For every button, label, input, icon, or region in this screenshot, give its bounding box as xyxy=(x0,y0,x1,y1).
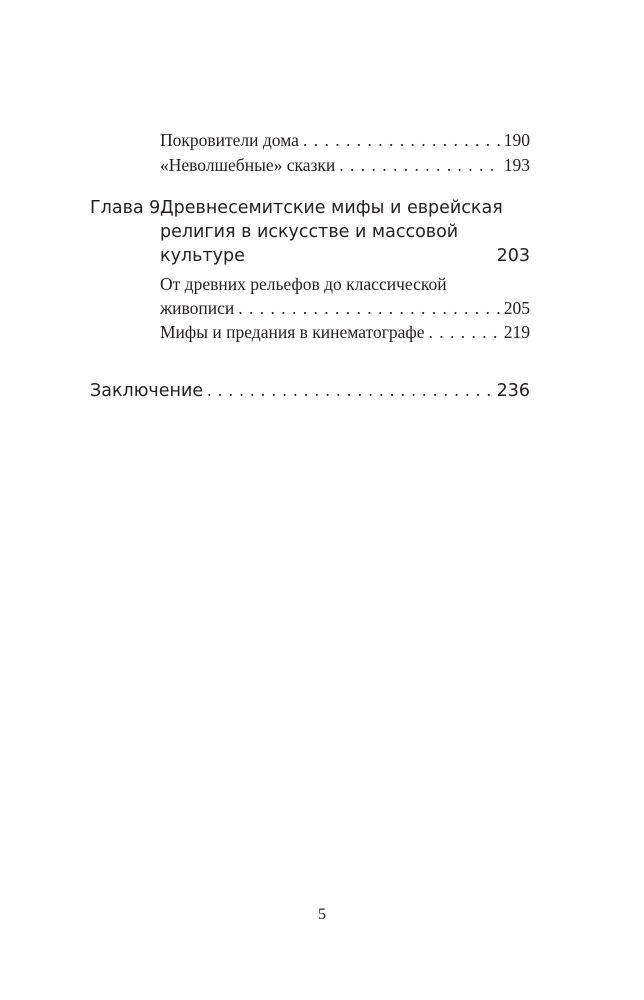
toc-entry xyxy=(160,153,530,177)
toc-leader-dots xyxy=(429,320,500,344)
toc-page-number: 193 xyxy=(503,155,530,175)
toc-entry xyxy=(160,272,530,320)
chapter-title-line: религия в искусстве и массовой xyxy=(160,222,459,242)
toc-entry-title: «Неволшебные» сказки xyxy=(160,155,336,175)
chapter-title-line: культуре xyxy=(160,246,245,266)
toc-conclusion xyxy=(90,378,530,403)
chapter-title-line: Древнесемитские мифы и еврейская xyxy=(160,198,503,218)
toc-entry xyxy=(160,320,530,344)
toc-entry-title: Покровители дома xyxy=(160,130,299,150)
toc-leader-dots xyxy=(339,153,499,177)
toc-leader-dots xyxy=(238,296,500,320)
toc-chapter-heading xyxy=(90,196,530,268)
toc-leader-dots xyxy=(207,378,492,402)
toc-entry-title: Мифы и предания в кинематографе xyxy=(160,322,425,342)
page-number: 5 xyxy=(318,906,326,923)
chapter-number: Глава 9. xyxy=(90,198,166,218)
toc-entry-title: От древних рельефов до классической xyxy=(160,274,447,294)
toc-page-number: 205 xyxy=(503,298,530,318)
toc-page-number: 203 xyxy=(496,246,530,266)
toc-entry-title: Заключение xyxy=(90,381,204,401)
toc-entry-title: живописи xyxy=(160,298,235,318)
toc-entry xyxy=(160,128,530,152)
toc-page-number: 190 xyxy=(503,130,530,150)
toc-leader-dots xyxy=(303,128,500,152)
toc-page-number: 219 xyxy=(503,322,530,342)
toc-page-number: 236 xyxy=(496,381,530,401)
